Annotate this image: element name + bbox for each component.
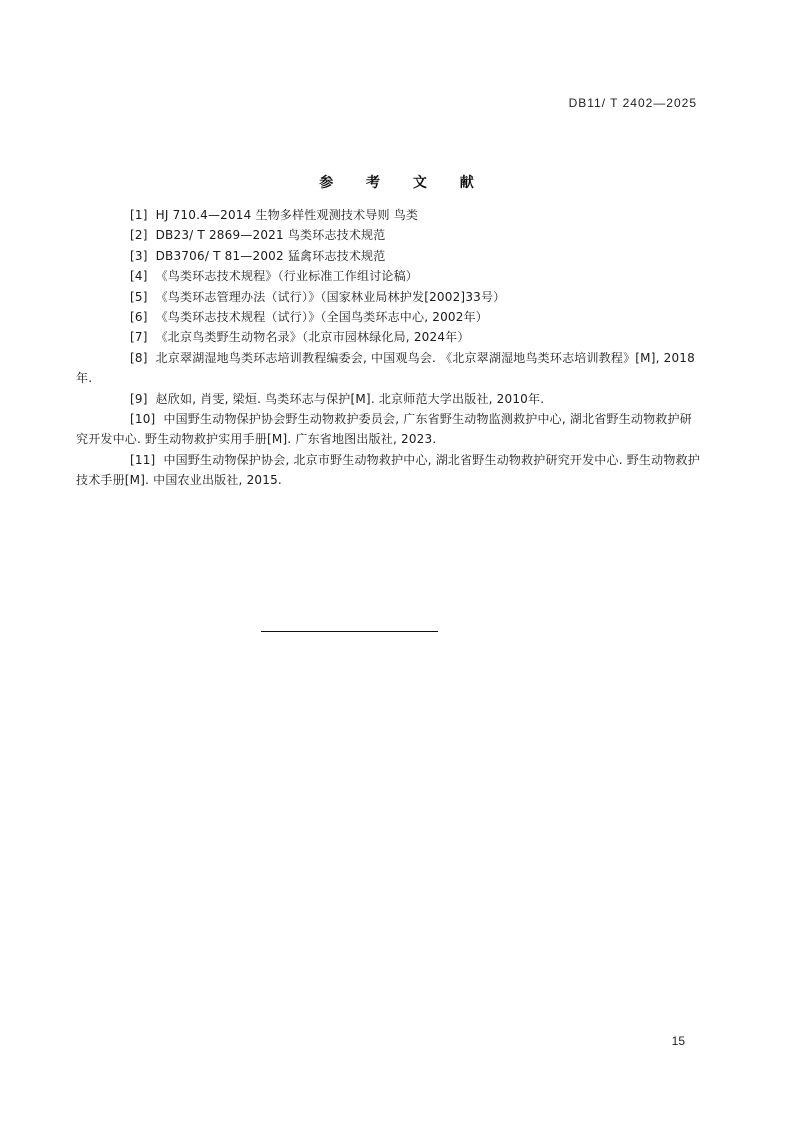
reference-item <box>76 327 704 347</box>
reference-item <box>76 225 704 245</box>
reference-text: 北京翠湖湿地鸟类环志培训教程编委会, 中国观鸟会. 《北京翠湖湿地鸟类环志培训教程》[M], 2018年. <box>76 350 695 386</box>
reference-item <box>76 246 704 266</box>
end-rule <box>261 631 438 632</box>
reference-text: 中国野生动物保护协会, 北京市野生动物救护中心, 湖北省野生动物救护研究开发中心. 野生动物救护技术手册[M]. 中国农业出版社, 2015. <box>76 452 700 488</box>
reference-number: [9] <box>130 391 148 406</box>
reference-number: [3] <box>130 248 148 263</box>
reference-item <box>76 205 704 225</box>
reference-text: 《北京鸟类野生动物名录》（北京市园林绿化局, 2024年） <box>155 330 470 345</box>
reference-number: [8] <box>130 350 148 365</box>
standard-code: DB11/ T 2402—2025 <box>568 96 697 110</box>
reference-item <box>76 348 704 389</box>
reference-number: [1] <box>130 208 148 222</box>
reference-text: DB3706/ T 81—2002 猛禽环志技术规范 <box>155 248 386 263</box>
reference-list <box>76 205 704 491</box>
reference-number: [7] <box>130 330 148 345</box>
reference-item <box>76 307 704 327</box>
reference-item <box>76 389 704 409</box>
reference-item <box>76 450 704 491</box>
reference-item <box>76 287 704 307</box>
reference-text: 赵欣如, 肖雯, 梁烜. 鸟类环志与保护[M]. 北京师范大学出版社, 2010年. <box>155 391 545 406</box>
reference-number: [11] <box>130 452 156 467</box>
reference-text: HJ 710.4—2014 生物多样性观测技术导则 鸟类 <box>155 208 419 222</box>
reference-text: DB23/ T 2869—2021 鸟类环志技术规范 <box>155 228 386 243</box>
reference-text: 中国野生动物保护协会野生动物救护委员会, 广东省野生动物监测救护中心, 湖北省野生动物救护研究开发中心. 野生动物救护实用手册[M]. 广东省地图出版社, 2023. <box>76 412 692 447</box>
reference-number: [10] <box>130 412 156 427</box>
reference-item <box>76 409 704 450</box>
reference-text: 《鸟类环志管理办法（试行）》（国家林业局林护发[2002]33号） <box>155 289 506 304</box>
reference-number: [5] <box>130 289 148 304</box>
reference-number: [2] <box>130 228 148 243</box>
reference-item <box>76 266 704 286</box>
reference-number: [4] <box>130 269 148 284</box>
reference-text: 《鸟类环志技术规程（试行）》（全国鸟类环志中心, 2002年） <box>155 310 488 325</box>
references-title: 参 考 文 献 <box>319 175 488 191</box>
reference-text: 《鸟类环志技术规程》（行业标准工作组讨论稿） <box>155 269 419 284</box>
page-number: 15 <box>671 1034 685 1048</box>
reference-number: [6] <box>130 310 148 325</box>
